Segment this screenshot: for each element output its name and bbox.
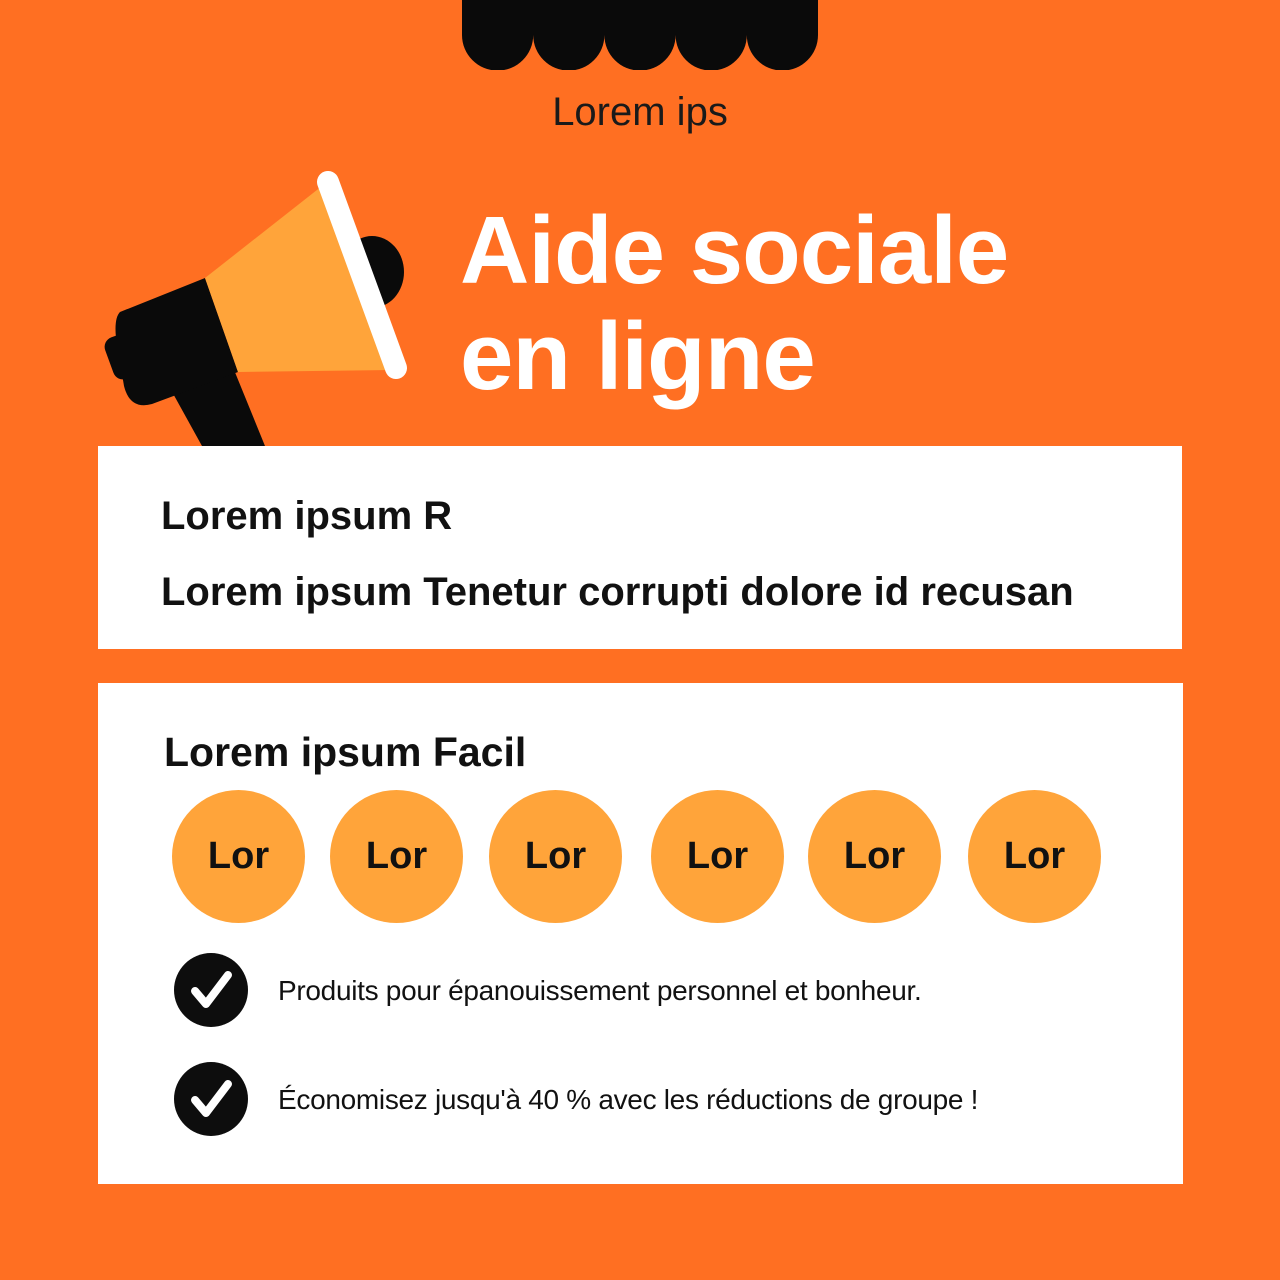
circle-item: Lor	[651, 790, 784, 923]
headline	[460, 198, 1240, 410]
circle-list	[98, 790, 1183, 924]
benefit-text: Produits pour épanouissement personnel et bonheur.	[278, 975, 922, 1006]
benefit-text: Économisez jusqu'à 40 % avec les réductions de groupe !	[278, 1084, 979, 1115]
check-circle-icon	[174, 1062, 248, 1136]
benefit-item	[174, 953, 1134, 1027]
intro-line-2: Lorem ipsum Tenetur corrupti dolore id recusan	[161, 570, 1074, 614]
awning-icon	[462, 0, 818, 70]
brand-name: Lorem ips	[552, 90, 728, 134]
check-circle-icon	[174, 953, 248, 1027]
features-title: Lorem ipsum Facil	[164, 729, 527, 775]
megaphone-icon	[90, 160, 430, 460]
features-card	[98, 683, 1183, 1184]
circle-item: Lor	[330, 790, 463, 923]
circle-item: Lor	[489, 790, 622, 923]
circle-item: Lor	[968, 790, 1101, 923]
circle-item: Lor	[172, 790, 305, 923]
intro-card	[98, 446, 1182, 649]
headline-line-2: en ligne	[460, 303, 815, 410]
benefit-item	[174, 1062, 1134, 1136]
intro-line-1: Lorem ipsum R	[161, 494, 453, 538]
headline-line-1: Aide sociale	[460, 197, 1009, 304]
circle-item: Lor	[808, 790, 941, 923]
